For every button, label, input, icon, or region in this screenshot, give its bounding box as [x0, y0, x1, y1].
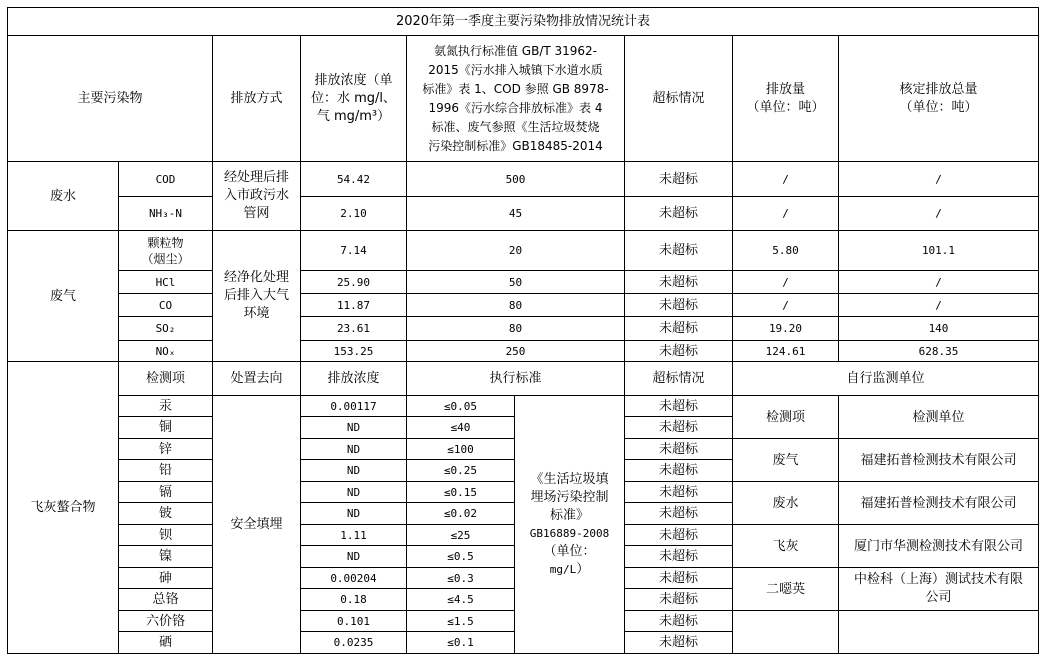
approved-value: / [839, 162, 1039, 197]
amount-value: / [733, 197, 839, 231]
flyash-conc: ND [301, 439, 407, 460]
flyash-exceed: 未超标 [625, 503, 733, 525]
flyash-item: 六价铬 [119, 611, 213, 632]
category-exhaust: 废气 [8, 231, 119, 362]
monitor-empty [733, 611, 839, 654]
flyash-header-item: 检测项 [119, 362, 213, 396]
monitor-header-item: 检测项 [733, 396, 839, 439]
exceed-status: 未超标 [625, 294, 733, 317]
pollutant-name: NH₃-N [119, 197, 213, 231]
flyash-limit: ≤4.5 [407, 589, 515, 611]
concentration-value: 2.10 [301, 197, 407, 231]
pollutant-name: 颗粒物 （烟尘） [119, 231, 213, 271]
monitor-unit: 中检科（上海）测试技术有限 公司 [839, 568, 1039, 611]
flyash-limit: ≤0.05 [407, 396, 515, 417]
header-approved: 核定排放总量 （单位：吨） [839, 36, 1039, 162]
flyash-item: 铅 [119, 460, 213, 482]
flyash-exceed: 未超标 [625, 439, 733, 460]
header-amount: 排放量 （单位：吨） [733, 36, 839, 162]
approved-value: / [839, 197, 1039, 231]
flyash-exceed: 未超标 [625, 611, 733, 632]
flyash-limit: ≤0.5 [407, 546, 515, 568]
flyash-item: 硒 [119, 632, 213, 654]
standard-value: 250 [407, 341, 625, 362]
concentration-value: 23.61 [301, 317, 407, 341]
monitor-unit: 福建拓普检测技术有限公司 [839, 482, 1039, 525]
standard-value: 500 [407, 162, 625, 197]
flyash-limit: ≤1.5 [407, 611, 515, 632]
amount-value: 124.61 [733, 341, 839, 362]
approved-value: 101.1 [839, 231, 1039, 271]
flyash-limit: ≤0.15 [407, 482, 515, 503]
standard-value: 45 [407, 197, 625, 231]
flyash-exceed: 未超标 [625, 460, 733, 482]
pollutant-name: CO [119, 294, 213, 317]
flyash-conc: 0.0235 [301, 632, 407, 654]
flyash-header-monitor: 自行监测单位 [733, 362, 1039, 396]
flyash-limit: ≤0.1 [407, 632, 515, 654]
flyash-limit: ≤0.25 [407, 460, 515, 482]
amount-value: / [733, 294, 839, 317]
flyash-exceed: 未超标 [625, 525, 733, 546]
flyash-conc: 1.11 [301, 525, 407, 546]
flyash-item: 铍 [119, 503, 213, 525]
flyash-limit: ≤0.3 [407, 568, 515, 589]
approved-value: 628.35 [839, 341, 1039, 362]
flyash-limit: ≤0.02 [407, 503, 515, 525]
flyash-exceed: 未超标 [625, 589, 733, 611]
header-standard: 氨氮执行标准值 GB/T 31962- 2015《污水排入城镇下水道水质 标准》表 1、COD 参照 GB 8978- 1996《污水综合排放标准》表 4 标准、废气参照《生活垃圾焚烧 污染控制标准》GB18485-2014 [407, 36, 625, 162]
flyash-limit: ≤100 [407, 439, 515, 460]
flyash-conc: ND [301, 417, 407, 439]
standard-value: 50 [407, 271, 625, 294]
flyash-exceed: 未超标 [625, 417, 733, 439]
flyash-item: 镉 [119, 482, 213, 503]
standard-value: 80 [407, 317, 625, 341]
flyash-conc: ND [301, 482, 407, 503]
flyash-conc: ND [301, 460, 407, 482]
flyash-header-disposal: 处置去向 [213, 362, 301, 396]
table-title: 2020年第一季度主要污染物排放情况统计表 [8, 8, 1039, 36]
flyash-disposal: 安全填埋 [213, 396, 301, 654]
approved-value: / [839, 294, 1039, 317]
category-flyash: 飞灰螯合物 [8, 362, 119, 654]
exceed-status: 未超标 [625, 197, 733, 231]
monitor-item: 飞灰 [733, 525, 839, 568]
flyash-exceed: 未超标 [625, 396, 733, 417]
flyash-item: 砷 [119, 568, 213, 589]
amount-value: 5.80 [733, 231, 839, 271]
flyash-header-std: 执行标准 [407, 362, 625, 396]
concentration-value: 25.90 [301, 271, 407, 294]
monitor-item: 废水 [733, 482, 839, 525]
flyash-conc: ND [301, 546, 407, 568]
monitor-header-unit: 检测单位 [839, 396, 1039, 439]
monitor-unit: 福建拓普检测技术有限公司 [839, 439, 1039, 482]
flyash-item: 汞 [119, 396, 213, 417]
wastewater-method: 经处理后排 入市政污水 管网 [213, 162, 301, 231]
flyash-conc: 0.00204 [301, 568, 407, 589]
pollutant-name: SO₂ [119, 317, 213, 341]
flyash-header-conc: 排放浓度 [301, 362, 407, 396]
pollutant-name: HCl [119, 271, 213, 294]
exceed-status: 未超标 [625, 162, 733, 197]
standard-value: 20 [407, 231, 625, 271]
flyash-limit: ≤25 [407, 525, 515, 546]
amount-value: / [733, 271, 839, 294]
flyash-limit: ≤40 [407, 417, 515, 439]
concentration-value: 153.25 [301, 341, 407, 362]
exceed-status: 未超标 [625, 271, 733, 294]
exceed-status: 未超标 [625, 317, 733, 341]
flyash-item: 钡 [119, 525, 213, 546]
concentration-value: 54.42 [301, 162, 407, 197]
monitor-unit: 厦门市华测检测技术有限公司 [839, 525, 1039, 568]
flyash-item: 总铬 [119, 589, 213, 611]
flyash-conc: 0.00117 [301, 396, 407, 417]
flyash-conc: 0.18 [301, 589, 407, 611]
pollutant-name: COD [119, 162, 213, 197]
header-method: 排放方式 [213, 36, 301, 162]
flyash-exceed: 未超标 [625, 568, 733, 589]
flyash-standard: 《生活垃圾填 埋场污染控制 标准》 GB16889-2008 （单位： mg/L） [515, 396, 625, 654]
approved-value: / [839, 271, 1039, 294]
header-concentration: 排放浓度（单 位：水 mg/l、 气 mg/m³） [301, 36, 407, 162]
flyash-conc: 0.101 [301, 611, 407, 632]
exceed-status: 未超标 [625, 231, 733, 271]
header-pollutant: 主要污染物 [8, 36, 213, 162]
exceed-status: 未超标 [625, 341, 733, 362]
header-exceed: 超标情况 [625, 36, 733, 162]
flyash-exceed: 未超标 [625, 546, 733, 568]
approved-value: 140 [839, 317, 1039, 341]
monitor-item: 废气 [733, 439, 839, 482]
exhaust-method: 经净化处理 后排入大气 环境 [213, 231, 301, 362]
concentration-value: 11.87 [301, 294, 407, 317]
monitor-item: 二噁英 [733, 568, 839, 611]
emission-stats-table [7, 7, 1039, 654]
flyash-conc: ND [301, 503, 407, 525]
flyash-item: 镍 [119, 546, 213, 568]
monitor-empty [839, 611, 1039, 654]
flyash-item: 锌 [119, 439, 213, 460]
standard-value: 80 [407, 294, 625, 317]
concentration-value: 7.14 [301, 231, 407, 271]
flyash-header-exceed: 超标情况 [625, 362, 733, 396]
flyash-item: 铜 [119, 417, 213, 439]
flyash-exceed: 未超标 [625, 482, 733, 503]
amount-value: / [733, 162, 839, 197]
amount-value: 19.20 [733, 317, 839, 341]
pollutant-name: NOₓ [119, 341, 213, 362]
category-wastewater: 废水 [8, 162, 119, 231]
flyash-exceed: 未超标 [625, 632, 733, 654]
